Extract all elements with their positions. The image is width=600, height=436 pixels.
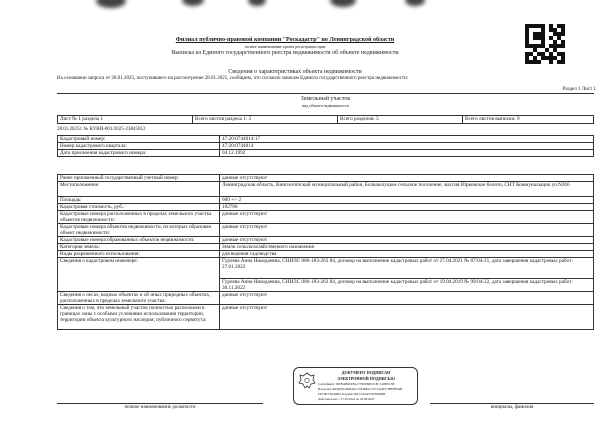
doc-number: 28.01.2025г. № КУВИ-001/2025-23845012 bbox=[57, 127, 146, 132]
detail-info-table bbox=[57, 174, 594, 330]
redaction-mark-5 bbox=[405, 0, 425, 6]
e-signature-stamp bbox=[293, 367, 418, 405]
redaction-mark-3 bbox=[248, 0, 266, 6]
table-row: Ранее присвоенный государственный учетный номер: данные отсутствуют bbox=[58, 175, 594, 182]
position-caption: полное наименование должности bbox=[124, 405, 196, 410]
name-caption: инициалы, фамилия bbox=[490, 405, 534, 410]
table-row: Местоположение: Ленинградская область, Кингисеппский муниципальный район, Большелуцкое сельское поселение, массив Юрковское болото, СНТ Коммунальщик уч.N266 bbox=[58, 182, 594, 197]
agency-title: Филиал публично-правовой компании "Роскадастр" по Ленинградской области bbox=[175, 37, 395, 43]
table-row: Номер кадастрового квартала: 47:20:0744014 bbox=[58, 143, 594, 150]
object-type-caption: вид объекта недвижимости bbox=[302, 103, 349, 108]
table-row: Кадастровая стоимость, руб.: 102768 bbox=[58, 204, 594, 211]
table-row: Виды разрешенного использования: для ведения садоводства bbox=[58, 251, 594, 258]
sheet-info-table bbox=[57, 115, 594, 124]
stamp-line-2: ЭЛЕКТРОННОЙ ПОДПИСЬЮ bbox=[337, 376, 395, 381]
redaction-mark-2 bbox=[182, 0, 204, 6]
total-sections: Всего разделов: 5 bbox=[338, 116, 463, 124]
total-sheets-extract: Всего листов выписки: 9 bbox=[463, 116, 594, 124]
sheet-number: Лист № 1 раздела 1 bbox=[58, 116, 193, 124]
stamp-line-1: ДОКУМЕНТ ПОДПИСАН bbox=[341, 370, 391, 375]
redaction-mark-1 bbox=[96, 0, 126, 8]
qr-code bbox=[525, 24, 565, 64]
table-row: Дата присвоения кадастрового номера: 04.12.1992 bbox=[58, 150, 594, 157]
stamp-line-3: Сертификат: 00FBAB6EE8A17F6E880E2C8C7A8B5C3B bbox=[318, 382, 395, 386]
table-row: Кадастровые номера образованных объектов недвижимости: данные отсутствуют bbox=[58, 237, 594, 244]
object-type: Земельный участок bbox=[300, 96, 351, 102]
table-row: Кадастровый номер: 47:20:0744014:17 bbox=[58, 136, 594, 143]
table-row: Сведения о кадастровом инженере: Гурлева Анна Никодаевна, СНИЛС 086-183-263 84, договор на выполнение кадастровых работ от 27.04.2021 № 87/04-21, дата завершения кадастровых работ: 27.01.2022 bbox=[58, 258, 594, 279]
table-row: Сведения о том, что земельный участок полностью расположен в границах зоны с особыми условиями использования территории, территории объекта культурного наследия, публичного сервитута: данные отсутствуют bbox=[58, 305, 594, 330]
section-label: Раздел 1 Лист 1 bbox=[562, 87, 596, 92]
total-sheets-section: Всего листов раздела 1: 3 bbox=[193, 116, 338, 124]
table-row: Площадь: 600 +/- 2 bbox=[58, 197, 594, 204]
emblem-icon bbox=[298, 372, 316, 390]
agency-subtitle: полное наименование органа регистрации прав bbox=[244, 44, 326, 49]
table-row: Гурлева Анна Никодаевна, СНИЛС 086-183-263 84, договор на выполнение кадастровых работ от 19.04.2019 № 99/04-22, дата завершения кадастровых работ: 30.11.2022 bbox=[58, 279, 594, 292]
stamp-line-6: Действителен: с 27.05.2024 по 20.08.2025 bbox=[318, 397, 375, 401]
extract-title: Выписка из Единого государственного реестра недвижимости об объекте недвижимости bbox=[171, 50, 399, 56]
basic-info-table bbox=[57, 135, 594, 157]
table-row: Категория земель: Земли сельскохозяйственного назначения bbox=[58, 244, 594, 251]
table-row: Кадастровые номера объектов недвижимости, из которых образован объект недвижимости: данные отсутствуют bbox=[58, 224, 594, 237]
table-row: Сведения о лесах, водных объектах и об иных природных объектах, расположенных в пределах земельного участка: данные отсутствуют bbox=[58, 292, 594, 305]
redaction-mark-4 bbox=[330, 0, 356, 7]
stamp-line-4: Владелец: ФЕДЕРАЛЬНАЯ СЛУЖБА ГОСУДАРСТВЕННОЙ bbox=[318, 387, 403, 391]
table-row: Кадастровые номера расположенных в пределах земельного участка объектов недвижимости: данные отсутствуют bbox=[58, 211, 594, 224]
stamp-line-5: РЕГИСТРАЦИИ, КАДАСТРА И КАРТОГРАФИИ bbox=[318, 392, 386, 396]
request-text: На основании запроса от 28.01.2025, поступившего на рассмотрение 28.01.2025, сообщаем, что согласно записям Единого государственного реестра недвижимости: bbox=[57, 76, 409, 81]
info-heading: Сведения о характеристиках объекта недвижимости bbox=[228, 69, 362, 75]
